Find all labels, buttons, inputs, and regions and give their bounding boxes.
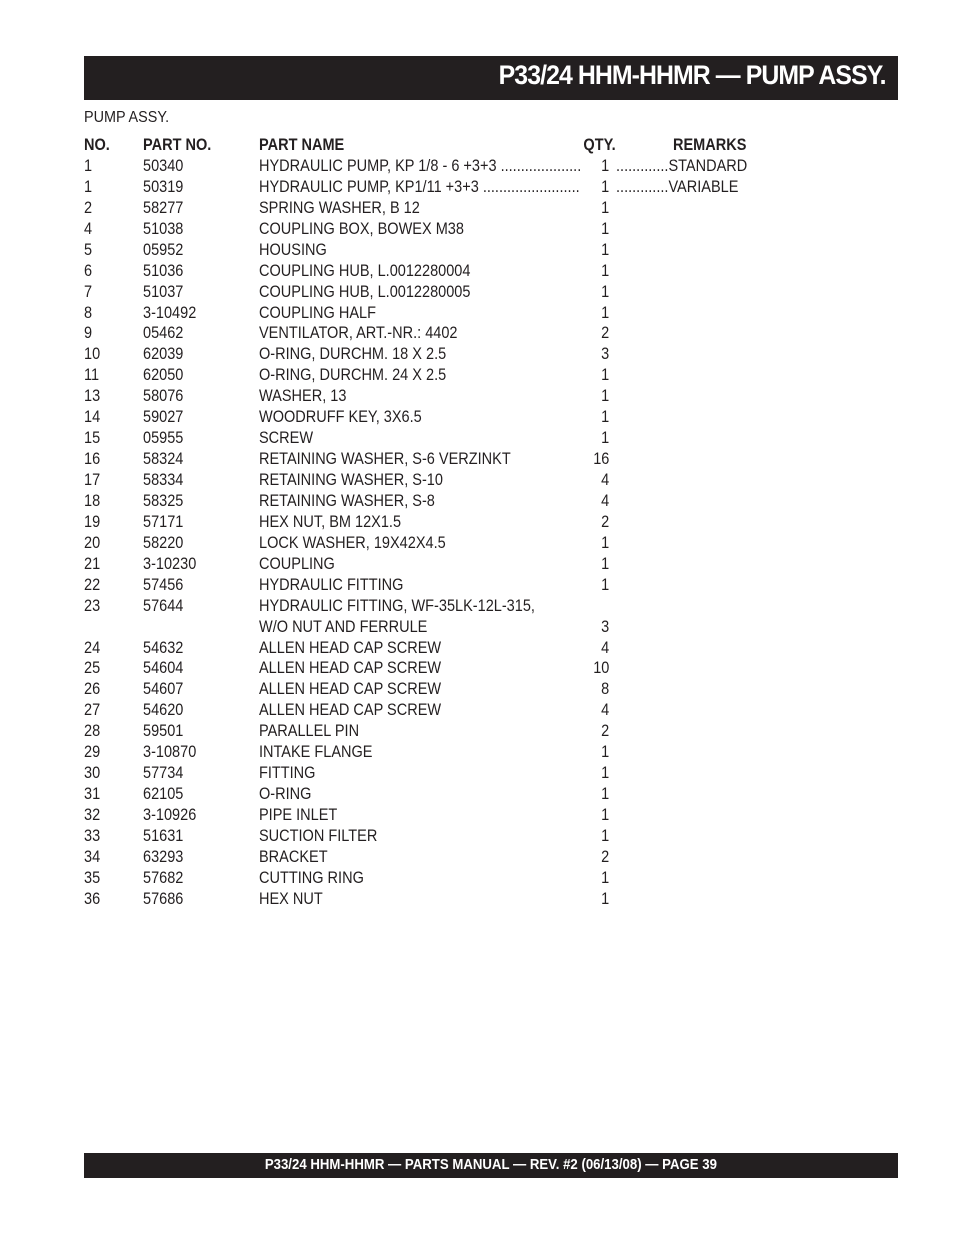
parts-table bbox=[84, 135, 784, 910]
table-row bbox=[84, 407, 784, 428]
col-header-no: NO. bbox=[84, 136, 110, 154]
cell-part-no: 63293 bbox=[143, 847, 184, 866]
cell-qty: 2 bbox=[600, 847, 609, 866]
table-row bbox=[84, 742, 784, 763]
cell-qty: 4 bbox=[600, 491, 609, 510]
cell-qty: 1 bbox=[600, 889, 609, 908]
cell-part-no: 54607 bbox=[143, 680, 184, 699]
table-row bbox=[84, 219, 784, 240]
cell-no: 4 bbox=[84, 219, 93, 238]
table-row bbox=[84, 721, 784, 742]
cell-part-no: 51037 bbox=[143, 282, 184, 301]
cell-no: 13 bbox=[84, 387, 101, 406]
table-row bbox=[84, 596, 784, 617]
cell-part-no: 57644 bbox=[143, 596, 184, 615]
cell-no: 1 bbox=[84, 177, 93, 196]
cell-qty: 1 bbox=[600, 764, 609, 783]
cell-part-name: VENTILATOR, ART.-NR.: 4402 bbox=[259, 324, 458, 343]
cell-qty: 3 bbox=[600, 345, 609, 364]
cell-part-name: WASHER, 13 bbox=[259, 387, 347, 406]
cell-part-no: 51038 bbox=[143, 219, 184, 238]
cell-part-no: 50340 bbox=[143, 156, 184, 175]
cell-part-name: O-RING, DURCHM. 24 X 2.5 bbox=[259, 366, 447, 385]
cell-part-no: 3-10870 bbox=[143, 743, 197, 762]
cell-part-no: 62039 bbox=[143, 345, 184, 364]
cell-part-no: 54620 bbox=[143, 701, 184, 720]
cell-remarks: .............VARIABLE bbox=[616, 177, 739, 196]
cell-part-name: SPRING WASHER, B 12 bbox=[259, 198, 420, 217]
cell-part-name: HEX NUT bbox=[259, 889, 323, 908]
cell-qty: 3 bbox=[600, 617, 609, 636]
cell-part-no: 58277 bbox=[143, 198, 184, 217]
cell-part-no: 05462 bbox=[143, 324, 184, 343]
cell-no: 20 bbox=[84, 533, 101, 552]
table-row bbox=[84, 282, 784, 303]
cell-part-no: 59027 bbox=[143, 408, 184, 427]
col-header-part-no: PART NO. bbox=[143, 136, 212, 154]
cell-remarks: .............STANDARD bbox=[616, 156, 748, 175]
cell-no: 36 bbox=[84, 889, 101, 908]
col-header-part-name: PART NAME bbox=[259, 136, 345, 154]
cell-part-no: 05952 bbox=[143, 240, 184, 259]
footer-text: P33/24 HHM-HHMR — PARTS MANUAL — REV. #2 (06/13/08) — PAGE 39 bbox=[264, 1156, 718, 1173]
table-row bbox=[84, 638, 784, 659]
cell-qty: 1 bbox=[600, 429, 609, 448]
cell-no: 25 bbox=[84, 659, 101, 678]
cell-no: 6 bbox=[84, 261, 93, 280]
cell-part-no: 3-10926 bbox=[143, 806, 197, 824]
cell-no: 28 bbox=[84, 722, 101, 741]
cell-part-name: COUPLING bbox=[259, 554, 335, 573]
cell-qty: 1 bbox=[600, 743, 609, 762]
cell-qty: 1 bbox=[600, 554, 609, 573]
cell-qty: 4 bbox=[600, 471, 609, 489]
page-footer-bar bbox=[84, 1153, 898, 1178]
cell-part-no: 58334 bbox=[143, 471, 184, 489]
cell-qty: 1 bbox=[600, 240, 609, 259]
cell-qty bbox=[579, 596, 609, 617]
table-row bbox=[84, 700, 784, 721]
table-row bbox=[84, 240, 784, 261]
cell-part-name: ALLEN HEAD CAP SCREW bbox=[259, 659, 442, 678]
cell-part-name: COUPLING HUB, L.0012280004 bbox=[259, 261, 471, 280]
cell-part-no: 3-10230 bbox=[143, 554, 197, 573]
cell-part-no: 58076 bbox=[143, 387, 184, 406]
cell-qty: 1 bbox=[600, 156, 609, 175]
table-body bbox=[84, 156, 784, 910]
cell-no: 1 bbox=[84, 156, 93, 175]
cell-no: 9 bbox=[84, 324, 93, 343]
table-row bbox=[84, 784, 784, 805]
cell-part-name: FITTING bbox=[259, 764, 316, 783]
cell-part-name: HEX NUT, BM 12X1.5 bbox=[259, 512, 402, 531]
cell-part-no: 54604 bbox=[143, 659, 184, 678]
cell-part-name: HYDRAULIC FITTING, WF-35LK-12L-315, bbox=[259, 596, 535, 615]
cell-part-no: 58325 bbox=[143, 491, 184, 510]
cell-part-name: ALLEN HEAD CAP SCREW bbox=[259, 638, 442, 657]
cell-part-no: 62105 bbox=[143, 785, 184, 804]
table-row bbox=[84, 805, 784, 826]
cell-part-name: HOUSING bbox=[259, 240, 327, 259]
cell-qty: 10 bbox=[592, 659, 609, 678]
table-row bbox=[84, 470, 784, 491]
cell-qty: 1 bbox=[600, 806, 609, 824]
cell-part-name: W/O NUT AND FERRULE bbox=[259, 617, 428, 636]
cell-part-name: BRACKET bbox=[259, 847, 328, 866]
cell-part-no: 57686 bbox=[143, 889, 184, 908]
cell-part-name: ALLEN HEAD CAP SCREW bbox=[259, 680, 442, 699]
cell-part-name: WOODRUFF KEY, 3X6.5 bbox=[259, 408, 422, 427]
cell-no: 29 bbox=[84, 743, 101, 762]
cell-part-no: 57734 bbox=[143, 764, 184, 783]
cell-qty: 4 bbox=[600, 701, 609, 720]
cell-part-name: O-RING bbox=[259, 785, 312, 804]
cell-no: 27 bbox=[84, 701, 101, 720]
cell-part-name: RETAINING WASHER, S-6 VERZINKT bbox=[259, 450, 511, 469]
cell-no: 16 bbox=[84, 450, 101, 469]
table-row bbox=[84, 847, 784, 868]
cell-part-name: LOCK WASHER, 19X42X4.5 bbox=[259, 533, 446, 552]
cell-part-name: HYDRAULIC PUMP, KP 1/8 - 6 +3+3 .................... bbox=[259, 156, 582, 175]
table-row bbox=[84, 428, 784, 449]
cell-qty: 1 bbox=[600, 366, 609, 385]
cell-no: 17 bbox=[84, 471, 101, 489]
cell-no: 8 bbox=[84, 303, 93, 322]
table-row bbox=[84, 303, 784, 324]
table-row bbox=[84, 679, 784, 700]
cell-qty: 1 bbox=[600, 282, 609, 301]
table-row bbox=[84, 323, 784, 344]
cell-no: 24 bbox=[84, 638, 101, 657]
cell-no: 30 bbox=[84, 764, 101, 783]
table-row bbox=[84, 617, 784, 638]
cell-part-no: 58324 bbox=[143, 450, 184, 469]
cell-part-name: PARALLEL PIN bbox=[259, 722, 360, 741]
table-row bbox=[84, 491, 784, 512]
cell-part-name: PIPE INLET bbox=[259, 806, 338, 824]
cell-part-name: RETAINING WASHER, S-10 bbox=[259, 471, 443, 489]
cell-part-no: 05955 bbox=[143, 429, 184, 448]
cell-qty: 1 bbox=[600, 408, 609, 427]
table-row bbox=[84, 826, 784, 847]
cell-qty: 1 bbox=[600, 219, 609, 238]
cell-part-no: 54632 bbox=[143, 638, 184, 657]
cell-part-no: 3-10492 bbox=[143, 303, 197, 322]
table-row bbox=[84, 198, 784, 219]
table-row bbox=[84, 763, 784, 784]
cell-qty: 2 bbox=[600, 324, 609, 343]
cell-part-no: 62050 bbox=[143, 366, 184, 385]
cell-no: 5 bbox=[84, 240, 93, 259]
cell-no: 23 bbox=[84, 596, 101, 615]
cell-qty: 1 bbox=[600, 261, 609, 280]
cell-no: 18 bbox=[84, 491, 101, 510]
table-row bbox=[84, 156, 784, 177]
table-row bbox=[84, 889, 784, 910]
table-row bbox=[84, 261, 784, 282]
cell-part-name: COUPLING HALF bbox=[259, 303, 376, 322]
cell-no: 10 bbox=[84, 345, 101, 364]
cell-part-no: 51036 bbox=[143, 261, 184, 280]
cell-no: 19 bbox=[84, 512, 101, 531]
cell-part-no: 57456 bbox=[143, 575, 184, 594]
cell-no: 35 bbox=[84, 868, 101, 887]
table-row bbox=[84, 533, 784, 554]
cell-qty: 1 bbox=[600, 177, 609, 196]
cell-qty: 4 bbox=[600, 638, 609, 657]
table-row bbox=[84, 512, 784, 533]
cell-no: 11 bbox=[84, 366, 100, 385]
cell-no: 32 bbox=[84, 806, 101, 824]
cell-part-no: 50319 bbox=[143, 177, 184, 196]
cell-part-no: 57682 bbox=[143, 868, 184, 887]
table-row bbox=[84, 554, 784, 575]
table-row bbox=[84, 365, 784, 386]
cell-part-name: ALLEN HEAD CAP SCREW bbox=[259, 701, 442, 720]
cell-no: 14 bbox=[84, 408, 101, 427]
table-row bbox=[84, 868, 784, 889]
table-row bbox=[84, 386, 784, 407]
cell-qty: 1 bbox=[600, 198, 609, 217]
table-row bbox=[84, 177, 784, 198]
cell-part-name: CUTTING RING bbox=[259, 868, 364, 887]
cell-no: 33 bbox=[84, 826, 101, 845]
cell-qty: 1 bbox=[600, 826, 609, 845]
cell-qty: 8 bbox=[600, 680, 609, 699]
cell-part-name: HYDRAULIC FITTING bbox=[259, 575, 404, 594]
cell-no: 31 bbox=[84, 785, 101, 804]
col-header-remarks: REMARKS bbox=[673, 136, 747, 154]
table-row bbox=[84, 344, 784, 365]
table-row bbox=[84, 658, 784, 679]
cell-qty: 2 bbox=[600, 512, 609, 531]
cell-part-no: 51631 bbox=[143, 826, 184, 845]
cell-qty: 1 bbox=[600, 387, 609, 406]
table-row bbox=[84, 449, 784, 470]
cell-qty: 16 bbox=[592, 450, 609, 469]
cell-no: 34 bbox=[84, 847, 101, 866]
cell-part-no: 58220 bbox=[143, 533, 184, 552]
col-header-qty: QTY. bbox=[583, 136, 616, 154]
cell-no: 7 bbox=[84, 282, 93, 301]
cell-qty: 1 bbox=[600, 303, 609, 322]
table-header-row bbox=[84, 135, 784, 156]
cell-part-name: RETAINING WASHER, S-8 bbox=[259, 491, 435, 510]
page-header-bar bbox=[84, 56, 898, 100]
cell-no: 22 bbox=[84, 575, 101, 594]
cell-part-name: HYDRAULIC PUMP, KP1/11 +3+3 ........................ bbox=[259, 177, 580, 196]
cell-qty: 1 bbox=[600, 785, 609, 804]
cell-no: 2 bbox=[84, 198, 93, 217]
cell-qty: 1 bbox=[600, 868, 609, 887]
cell-qty: 2 bbox=[600, 722, 609, 741]
cell-part-name: SCREW bbox=[259, 429, 314, 448]
cell-qty: 1 bbox=[600, 575, 609, 594]
page-title: P33/24 HHM-HHMR — PUMP ASSY. bbox=[499, 60, 886, 90]
cell-part-name: COUPLING BOX, BOWEX M38 bbox=[259, 219, 464, 238]
section-label: PUMP ASSY. bbox=[84, 109, 170, 126]
cell-part-name: SUCTION FILTER bbox=[259, 826, 378, 845]
cell-part-name: INTAKE FLANGE bbox=[259, 743, 373, 762]
cell-no: 26 bbox=[84, 680, 101, 699]
cell-part-name: COUPLING HUB, L.0012280005 bbox=[259, 282, 471, 301]
cell-no: 21 bbox=[84, 554, 101, 573]
cell-qty: 1 bbox=[600, 533, 609, 552]
table-row bbox=[84, 575, 784, 596]
cell-part-name: O-RING, DURCHM. 18 X 2.5 bbox=[259, 345, 447, 364]
cell-part-no: 57171 bbox=[143, 512, 184, 531]
cell-part-no: 59501 bbox=[143, 722, 184, 741]
cell-no: 15 bbox=[84, 429, 101, 448]
